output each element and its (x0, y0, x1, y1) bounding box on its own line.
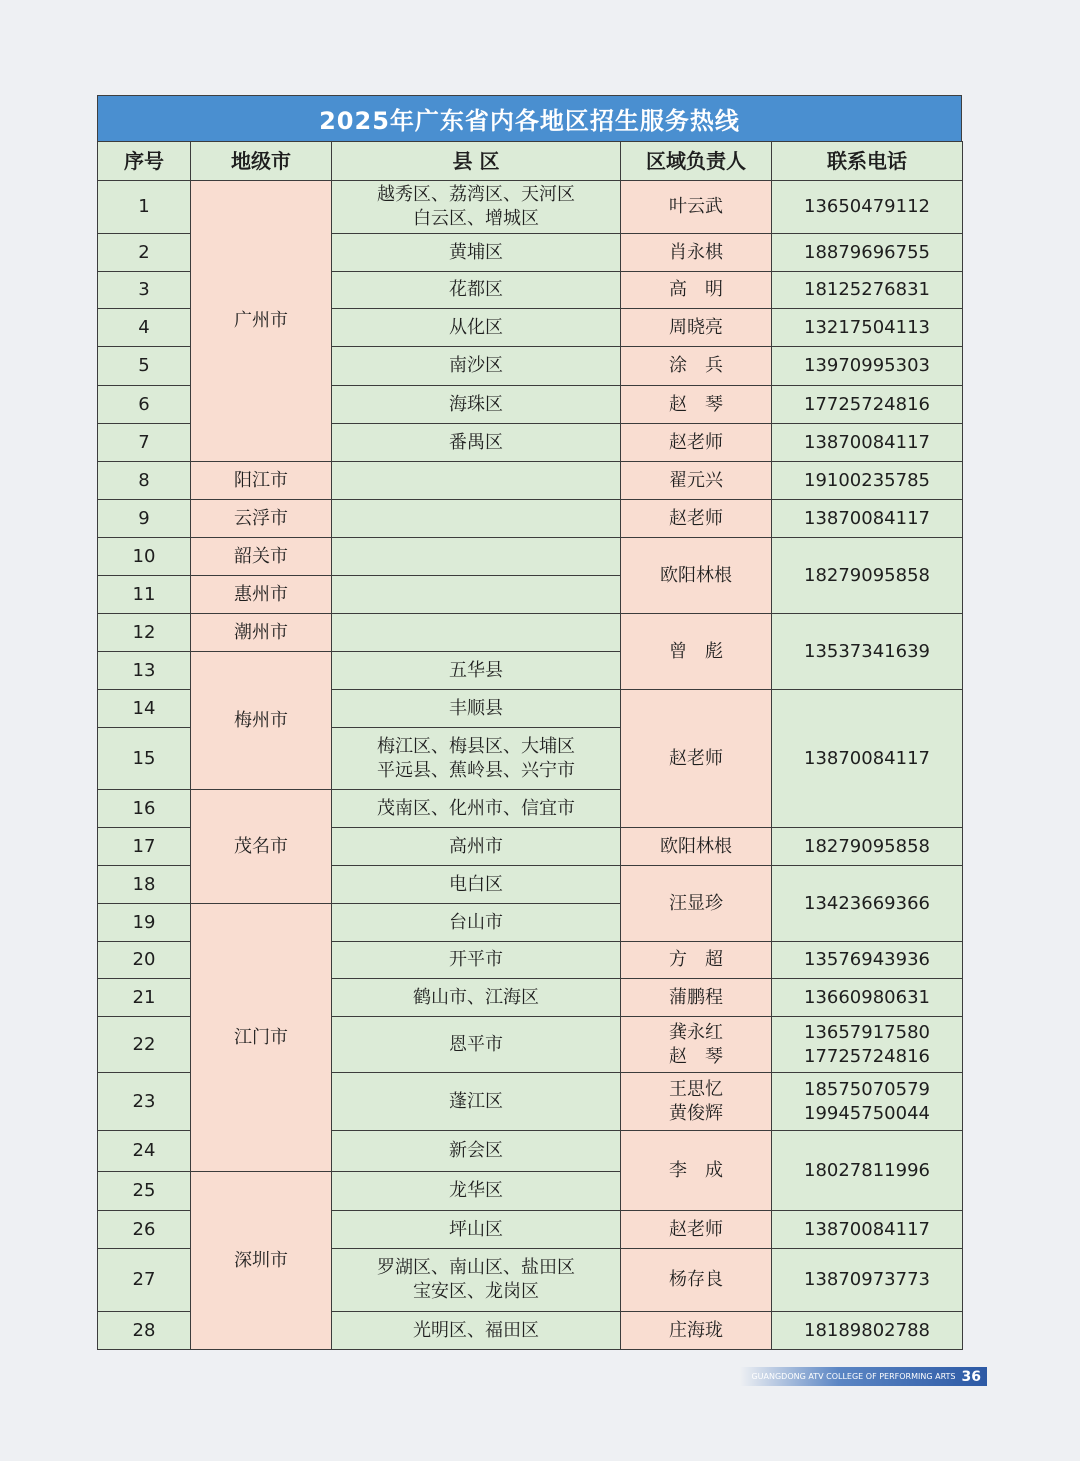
row-no: 20 (98, 942, 191, 979)
header-county: 县 区 (332, 142, 621, 181)
city-cell: 韶关市 (191, 538, 332, 576)
contact-cell: 赵老师 (621, 1211, 772, 1249)
phone-cell: 13970995303 (772, 347, 963, 386)
city-cell: 广州市 (191, 181, 332, 462)
contact-cell: 周晓亮 (621, 309, 772, 347)
row-no: 10 (98, 538, 191, 576)
page-number: 36 (961, 1368, 981, 1385)
row-no: 6 (98, 386, 191, 424)
phone-cell: 13217504113 (772, 309, 963, 347)
phone-cell: 13870084117 (772, 500, 963, 538)
county-cell: 五华县 (332, 652, 621, 690)
row-no: 1 (98, 181, 191, 234)
contact-cell: 赵老师 (621, 500, 772, 538)
row-no: 18 (98, 866, 191, 904)
county-cell: 新会区 (332, 1131, 621, 1172)
contact-cell: 欧阳林根 (621, 828, 772, 866)
county-cell: 龙华区 (332, 1172, 621, 1211)
header-phone: 联系电话 (772, 142, 963, 181)
row-no: 23 (98, 1073, 191, 1131)
city-cell: 茂名市 (191, 790, 332, 904)
county-cell: 开平市 (332, 942, 621, 979)
row-no: 24 (98, 1131, 191, 1172)
city-cell: 深圳市 (191, 1172, 332, 1350)
contact-cell: 涂 兵 (621, 347, 772, 386)
header-no: 序号 (98, 142, 191, 181)
city-cell: 潮州市 (191, 614, 332, 652)
row-no: 17 (98, 828, 191, 866)
table-row (98, 614, 963, 652)
phone-cell: 18575070579 19945750044 (772, 1073, 963, 1131)
phone-cell: 18189802788 (772, 1312, 963, 1350)
county-cell: 越秀区、荔湾区、天河区 白云区、增城区 (332, 181, 621, 234)
county-cell (332, 462, 621, 500)
phone-cell: 19100235785 (772, 462, 963, 500)
table-row (98, 538, 963, 576)
county-cell: 从化区 (332, 309, 621, 347)
row-no: 13 (98, 652, 191, 690)
contact-cell: 杨存良 (621, 1249, 772, 1312)
county-cell: 海珠区 (332, 386, 621, 424)
contact-cell: 汪显珍 (621, 866, 772, 942)
header-row (98, 142, 963, 181)
phone-cell: 18125276831 (772, 272, 963, 309)
city-cell: 惠州市 (191, 576, 332, 614)
phone-cell: 18027811996 (772, 1131, 963, 1211)
row-no: 8 (98, 462, 191, 500)
table-row (98, 500, 963, 538)
county-cell: 坪山区 (332, 1211, 621, 1249)
row-no: 11 (98, 576, 191, 614)
county-cell: 梅江区、梅县区、大埔区 平远县、蕉岭县、兴宁市 (332, 728, 621, 790)
county-cell: 南沙区 (332, 347, 621, 386)
row-no: 12 (98, 614, 191, 652)
contact-cell: 欧阳林根 (621, 538, 772, 614)
contact-cell: 李 成 (621, 1131, 772, 1211)
county-cell: 丰顺县 (332, 690, 621, 728)
phone-cell: 13650479112 (772, 181, 963, 234)
phone-cell: 13870084117 (772, 424, 963, 462)
contact-cell: 翟元兴 (621, 462, 772, 500)
phone-cell: 13657917580 17725724816 (772, 1017, 963, 1073)
county-cell: 番禺区 (332, 424, 621, 462)
row-no: 7 (98, 424, 191, 462)
row-no: 26 (98, 1211, 191, 1249)
phone-cell: 13870973773 (772, 1249, 963, 1312)
contact-cell: 叶云武 (621, 181, 772, 234)
county-cell: 茂南区、化州市、信宜市 (332, 790, 621, 828)
row-no: 21 (98, 979, 191, 1017)
row-no: 15 (98, 728, 191, 790)
county-cell: 花都区 (332, 272, 621, 309)
row-no: 9 (98, 500, 191, 538)
county-cell: 恩平市 (332, 1017, 621, 1073)
row-no: 4 (98, 309, 191, 347)
table-title: 2025年广东省内各地区招生服务热线 (97, 95, 962, 141)
row-no: 25 (98, 1172, 191, 1211)
row-no: 2 (98, 234, 191, 272)
city-cell: 阳江市 (191, 462, 332, 500)
header-contact: 区域负责人 (621, 142, 772, 181)
city-cell: 云浮市 (191, 500, 332, 538)
county-cell: 高州市 (332, 828, 621, 866)
row-no: 3 (98, 272, 191, 309)
contact-cell: 曾 彪 (621, 614, 772, 690)
phone-cell: 13423669366 (772, 866, 963, 942)
county-cell (332, 576, 621, 614)
contact-cell: 赵 琴 (621, 386, 772, 424)
row-no: 27 (98, 1249, 191, 1312)
row-no: 16 (98, 790, 191, 828)
county-cell (332, 500, 621, 538)
hotline-table (97, 141, 963, 1350)
phone-cell: 13537341639 (772, 614, 963, 690)
row-no: 19 (98, 904, 191, 942)
phone-cell: 18879696755 (772, 234, 963, 272)
phone-cell: 17725724816 (772, 386, 963, 424)
table-row (98, 462, 963, 500)
county-cell: 黄埔区 (332, 234, 621, 272)
contact-cell: 赵老师 (621, 424, 772, 462)
county-cell (332, 538, 621, 576)
phone-cell: 13870084117 (772, 1211, 963, 1249)
county-cell: 台山市 (332, 904, 621, 942)
county-cell (332, 614, 621, 652)
phone-cell: 13870084117 (772, 690, 963, 828)
contact-cell: 方 超 (621, 942, 772, 979)
row-no: 22 (98, 1017, 191, 1073)
county-cell: 蓬江区 (332, 1073, 621, 1131)
phone-cell: 13660980631 (772, 979, 963, 1017)
contact-cell: 赵老师 (621, 690, 772, 828)
county-cell: 鹤山市、江海区 (332, 979, 621, 1017)
contact-cell: 肖永棋 (621, 234, 772, 272)
row-no: 14 (98, 690, 191, 728)
contact-cell: 庄海珑 (621, 1312, 772, 1350)
table-row (98, 181, 963, 234)
page-footer (740, 1367, 987, 1386)
county-cell: 光明区、福田区 (332, 1312, 621, 1350)
college-name: GUANGDONG ATV COLLEGE OF PERFORMING ARTS (751, 1372, 956, 1381)
city-cell: 江门市 (191, 904, 332, 1172)
county-cell: 电白区 (332, 866, 621, 904)
phone-cell: 18279095858 (772, 828, 963, 866)
contact-cell: 王思忆 黄俊辉 (621, 1073, 772, 1131)
county-cell: 罗湖区、南山区、盐田区 宝安区、龙岗区 (332, 1249, 621, 1312)
row-no: 28 (98, 1312, 191, 1350)
row-no: 5 (98, 347, 191, 386)
header-city: 地级市 (191, 142, 332, 181)
contact-cell: 蒲鹏程 (621, 979, 772, 1017)
city-cell: 梅州市 (191, 652, 332, 790)
phone-cell: 13576943936 (772, 942, 963, 979)
phone-cell: 18279095858 (772, 538, 963, 614)
contact-cell: 龚永红 赵 琴 (621, 1017, 772, 1073)
contact-cell: 高 明 (621, 272, 772, 309)
